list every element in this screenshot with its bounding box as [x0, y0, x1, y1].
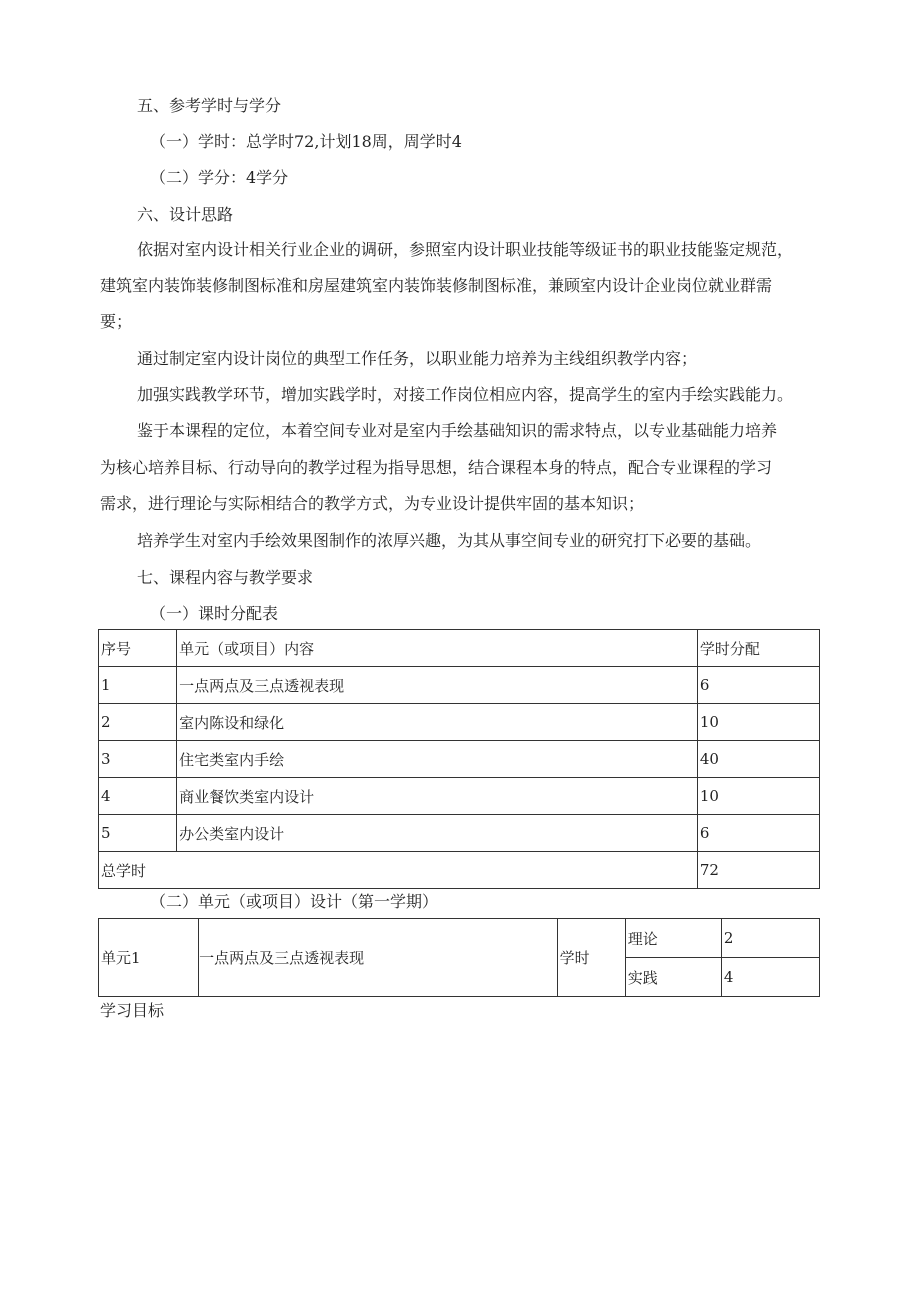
unit-row-theory — [99, 919, 820, 958]
unit-design-table — [98, 918, 820, 997]
section6-heading: 六、设计思路 — [137, 205, 234, 224]
table-row — [99, 667, 820, 704]
learning-goals-label: 学习目标 — [100, 1001, 165, 1020]
row-content: 办公类室内设计 — [177, 815, 698, 852]
row-content: 住宅类室内手绘 — [177, 741, 698, 778]
theory-label: 理论 — [625, 919, 721, 958]
total-value: 72 — [697, 852, 819, 889]
table-header-row — [99, 630, 820, 667]
row-number: 1 — [99, 667, 177, 704]
theory-value: 2 — [721, 919, 819, 958]
row-content: 室内陈设和绿化 — [177, 704, 698, 741]
row-content: 一点两点及三点透视表现 — [177, 667, 698, 704]
design-para1-line2: 建筑室内装饰装修制图标准和房屋建筑室内装饰装修制图标准，兼顾室内设计企业岗位就业群需 — [100, 276, 773, 295]
header-cell-hours: 学时分配 — [697, 630, 819, 667]
unit-name: 一点两点及三点透视表现 — [199, 919, 557, 997]
design-para1-line1: 依据对室内设计相关行业企业的调研，参照室内设计职业技能等级证书的职业技能鉴定规范， — [137, 240, 794, 259]
design-para2: 通过制定室内设计岗位的典型工作任务，以职业能力培养为主线组织教学内容； — [137, 349, 698, 368]
practice-label: 实践 — [625, 958, 721, 997]
row-number: 2 — [99, 704, 177, 741]
header-cell-number: 序号 — [99, 630, 177, 667]
design-para4-line3: 需求，进行理论与实际相结合的教学方式，为专业设计提供牢固的基本知识； — [100, 494, 645, 513]
hours-info: （一）学时：总学时72,计划18周，周学时4 — [150, 132, 462, 151]
table-total-row — [99, 852, 820, 889]
design-para1-line3: 要； — [100, 312, 133, 331]
header-cell-content: 单元（或项目）内容 — [177, 630, 698, 667]
section5-heading: 五、参考学时与学分 — [137, 96, 282, 115]
design-para4-line2: 为核心培养目标、行动导向的教学过程为指导思想，结合课程本身的特点，配合专业课程的学习 — [100, 458, 773, 477]
row-number: 5 — [99, 815, 177, 852]
row-number: 4 — [99, 778, 177, 815]
table-row — [99, 741, 820, 778]
row-hours: 10 — [697, 778, 819, 815]
practice-value: 4 — [721, 958, 819, 997]
credits-info: （二）学分：4学分 — [150, 168, 289, 187]
table-row — [99, 815, 820, 852]
row-hours: 40 — [697, 741, 819, 778]
table2-title: （二）单元（或项目）设计（第一学期） — [150, 892, 439, 911]
row-content: 商业餐饮类室内设计 — [177, 778, 698, 815]
section7-heading: 七、课程内容与教学要求 — [137, 568, 314, 587]
row-hours: 6 — [697, 667, 819, 704]
table-row — [99, 704, 820, 741]
row-hours: 6 — [697, 815, 819, 852]
design-para4-line1: 鉴于本课程的定位，本着空间专业对是室内手绘基础知识的需求特点，以专业基础能力培养 — [137, 421, 778, 440]
unit-label: 单元1 — [99, 919, 199, 997]
row-number: 3 — [99, 741, 177, 778]
hours-allocation-table — [98, 629, 820, 889]
hours-label: 学时 — [557, 919, 625, 997]
table1-title: （一）课时分配表 — [150, 604, 279, 623]
total-label: 总学时 — [99, 852, 698, 889]
table-row — [99, 778, 820, 815]
row-hours: 10 — [697, 704, 819, 741]
design-para3: 加强实践教学环节，增加实践学时，对接工作岗位相应内容，提高学生的室内手绘实践能力。 — [137, 385, 794, 404]
design-para5: 培养学生对室内手绘效果图制作的浓厚兴趣，为其从事空间专业的研究打下必要的基础。 — [137, 531, 762, 550]
